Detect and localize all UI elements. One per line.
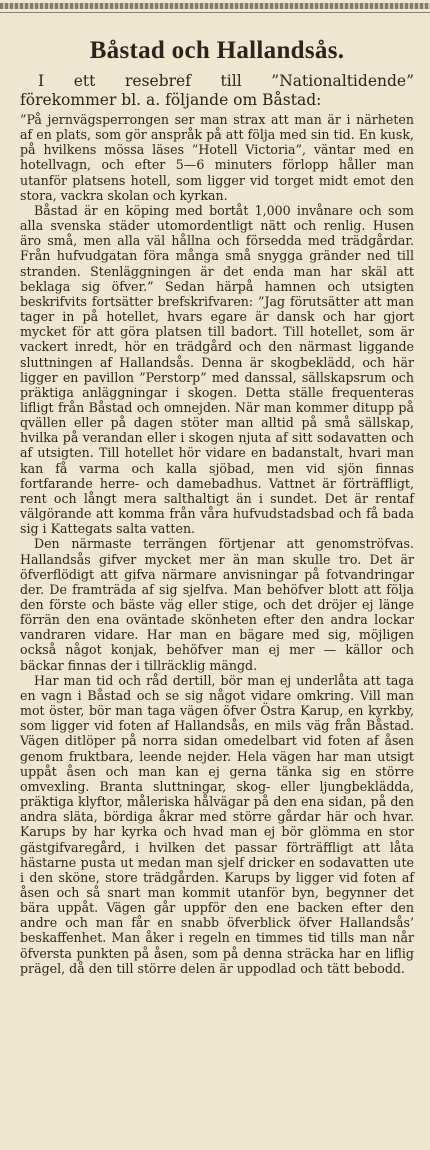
- article-paragraph: Den närmaste terrängen förtjenar att genomströfvas. Hallandsås gifver mycket mer än man skulle tro. Det är öfverflödigt att gifva närmare anvisningar på fotvandringar der. De framträda af sig sjelfva. Man behöfver blott att följa den förste och bäste väg eller stige, och det dröjer ej länge förrän den ena oväntade skönheten efter den andra lockar vandraren vidare. Har man en bägare med sig, möjligen också något konjak, behöfver man ej mer — källor och bäckar finnas der i tillräcklig mängd.: [20, 536, 414, 673]
- article-body: [20, 112, 414, 976]
- top-thin-rule: [0, 12, 430, 13]
- article-lead: I ett resebref till ”Nationaltidende” förekommer bl. a. följande om Båstad:: [20, 72, 414, 109]
- article-paragraph: Har man tid och råd dertill, bör man ej underlåta att taga en vagn i Båstad och se sig något vidare omkring. Vill man mot öster, bör man taga vägen öfver Östra Karup, en kyrkby, som ligger vid foten af Hallandsås, en mils väg från Båstad. Vägen ditlöper på norra sidan omedelbart vid foten af åsen genom fruktbara, leende nejder. Hela vägen har man utsigt uppåt åsen och man kan ej gerna tänka sig en större omvexling. Branta sluttningar, skog- eller ljungbeklädda, präktiga klyftor, måleriska hålvägar på den ena sidan, på den andra släta, bördiga åkrar med större gårdar här och hvar. Karups by har kyrka och hvad man ej bör glömma en stor gästgifvaregård, i hvilken det passar förträffligt att låta hästarne pusta ut medan man sjelf dricker en sodavatten ute i den sköne, store trädgården. Karups by ligger vid foten af åsen och så snart man kommit utanför byn, begynner det bära uppåt. Vägen går uppför den ene backen efter den andre och man får en snabb öfverblick öfver Hallandsås’ beskaffenhet. Man åker i regeln en timmes tid tills man når öfversta punkten på åsen, som på denna sträcka har en liflig prägel, då den till större delen är uppodlad och tätt bebodd.: [20, 672, 414, 976]
- top-ornament-rule: [0, 3, 430, 9]
- article-paragraph: Båstad är en köping med bortåt 1,000 invånare och som alla svenska städer utomordentligt nätt och renlig. Husen äro små, men alla väl hållna och försedda med trädgårdar. Från hufvudgatan föra många små snygga gränder ned till stranden. Stenläggningen är det enda man har skäl att beklaga sig öfver.” Sedan härpå hamnen och utsigten beskrifvits fortsätter brefskrifvaren: ”Jag förutsätter att man tager in på hotellet, hvars egare är dansk och har gjort mycket för att göra platsen till badort. Till hotellet, som är vackert inredt, hör en trädgård och den närmast liggande sluttningen af Hallandsås. Denna är skogbeklädd, och här ligger en pavillon ”Perstorp” med danssal, sällskapsrum och präktiga anläggningar i skogen. Detta ställe frequenteras lifligt från Båstad och omnejden. När man kommer ditupp på qvällen eller på dagen stöter man alltid på små sällskap, hvilka på verandan eller i skogen njuta af sitt sodavatten och af utsigten. Till hotellet hör vidare en badanstalt, hvari man kan få varma och kalla sjöbad, men vid sjön finnas fortfarande herre- och damebadhus. Vattnet är förträffligt, rent och långt mera salthaltigt än i sundet. Det är rentaf välgörande att komma från våra hufvudstadsbad och få bada sig i Kattegats salta vatten.: [20, 202, 414, 537]
- article-paragraph: ”På jernvägsperrongen ser man strax att man är i närheten af en plats, som gör anspråk på att följa med sin tid. En kusk, på hvilkens mössa läses ”Hotell Victoria”, väntar med en hotellvagn, och efter 5—6 minuters förlopp håller man utanför platsens hotell, som ligger vid torget midt emot den stora, vackra skolan och kyrkan.: [20, 112, 414, 203]
- article-title: Båstad och Hallandsås.: [89, 37, 345, 64]
